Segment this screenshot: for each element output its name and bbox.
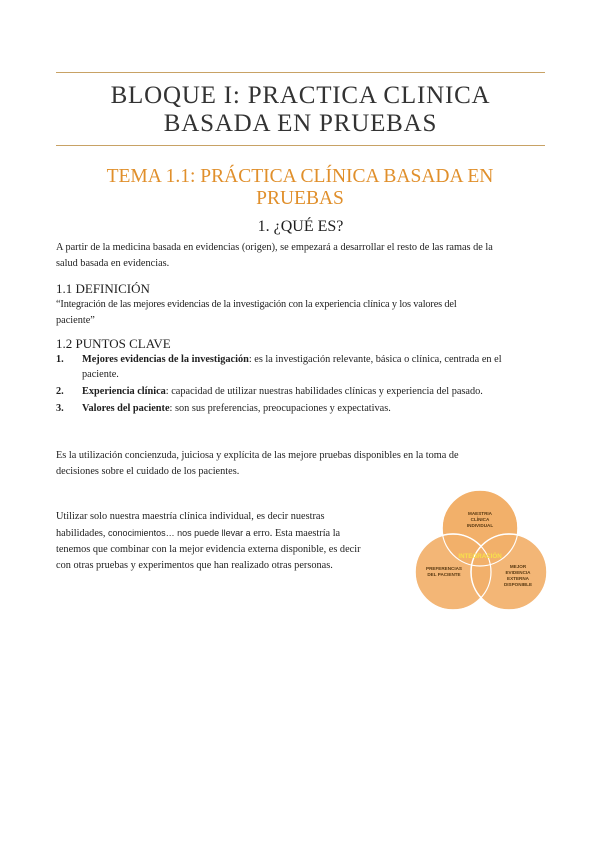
paragraph-maestria-line-2 xyxy=(56,525,396,542)
puntos-clave-list xyxy=(56,352,536,418)
list-item-text-continued: paciente. xyxy=(82,369,119,380)
top-rule xyxy=(56,72,545,73)
venn-left-label-1: PREFERENCIAS xyxy=(426,566,462,571)
puntos-clave-heading: 1.2 PUNTOS CLAVE xyxy=(56,336,171,351)
tema-title-line-1: TEMA 1.1: PRÁCTICA CLÍNICA BASADA EN xyxy=(106,166,494,187)
venn-top-label-1: MAESTRIA xyxy=(468,511,492,516)
list-item xyxy=(56,384,536,399)
list-item-text: : es la investigación relevante, básica o clínica, centrada en el xyxy=(248,354,502,365)
venn-right-label-3: EXTERNA xyxy=(507,576,529,581)
paragraph-utilizacion-line-1: Es la utilización concienzuda, juiciosa y explícita de las mejore pruebas disponibles en la toma de xyxy=(56,450,459,461)
venn-diagram xyxy=(408,488,553,612)
definicion-heading: 1.1 DEFINICIÓN xyxy=(56,281,150,296)
list-item-number: 3. xyxy=(56,403,64,414)
venn-right-label-4: DISPONIBLE xyxy=(503,582,533,587)
paragraph-utilizacion xyxy=(56,448,536,480)
bottom-rule xyxy=(56,145,545,146)
block-title-line-1: BLOQUE I: PRACTICA CLINICA xyxy=(110,82,491,109)
intro-paragraph xyxy=(56,240,536,272)
section-heading-que-es: 1. ¿QUÉ ES? xyxy=(257,218,344,235)
intro-line-1: A partir de la medicina basada en evidencias (origen), se empezará a desarrollar el resto de las ramas de la xyxy=(56,242,493,253)
paragraph-maestria-text: habilidades, xyxy=(56,528,109,539)
list-item-number: 2. xyxy=(56,386,64,397)
intro-line-2: salud basada en evidencias. xyxy=(56,258,170,269)
venn-left-label-2: DEL PACIENTE xyxy=(427,572,461,577)
list-item-number: 1. xyxy=(56,354,64,365)
paragraph-maestria-text: erro. Esta maestría la xyxy=(250,528,341,539)
venn-top-label-2: CLÍNICA xyxy=(470,517,490,522)
venn-right-label-1: MEJOR xyxy=(509,564,527,569)
list-item-text: : son sus preferencias, preocupaciones y expectativas. xyxy=(169,403,391,414)
block-title xyxy=(56,82,545,138)
tema-title xyxy=(90,166,510,210)
definicion-line-2: paciente” xyxy=(56,315,95,326)
tema-title-line-2: PRUEBAS xyxy=(256,188,344,209)
list-item-bold: Valores del paciente xyxy=(82,403,170,414)
list-item xyxy=(56,401,536,416)
list-item-bold: Mejores evidencias de la investigación xyxy=(82,354,249,365)
venn-center-label: INTEGRACIÓN xyxy=(458,553,502,560)
block-title-line-2: BASADA EN PRUEBAS xyxy=(163,110,438,137)
list-item-bold: Experiencia clínica xyxy=(82,386,166,397)
paragraph-utilizacion-line-2: decisiones sobre el cuidado de los pacientes. xyxy=(56,466,240,477)
venn-right-label-2: EVIDENCIA xyxy=(505,570,531,575)
paragraph-maestria-line-4: con otras pruebas y experimentos que han realizado otras personas. xyxy=(56,560,333,571)
paragraph-maestria-sans-run: conocimientos… nos puede llevar a xyxy=(108,528,251,538)
paragraph-maestria-line-1: Utilizar solo nuestra maestría clínica individual, es decir nuestras xyxy=(56,511,325,522)
definicion-quote xyxy=(56,297,536,329)
list-item-text: : capacidad de utilizar nuestras habilidades clínicas y experiencia del pasado. xyxy=(165,386,483,397)
definicion-line-1: “Integración de las mejores evidencias de la investigación con la experiencia clínica y los valores del xyxy=(56,299,457,310)
paragraph-maestria-line-3: tenemos que combinar con la mejor evidencia externa disponible, es decir xyxy=(56,544,361,555)
list-item xyxy=(56,352,536,382)
paragraph-maestria xyxy=(56,509,396,574)
venn-top-label-3: INDIVIDUAL xyxy=(466,523,494,528)
